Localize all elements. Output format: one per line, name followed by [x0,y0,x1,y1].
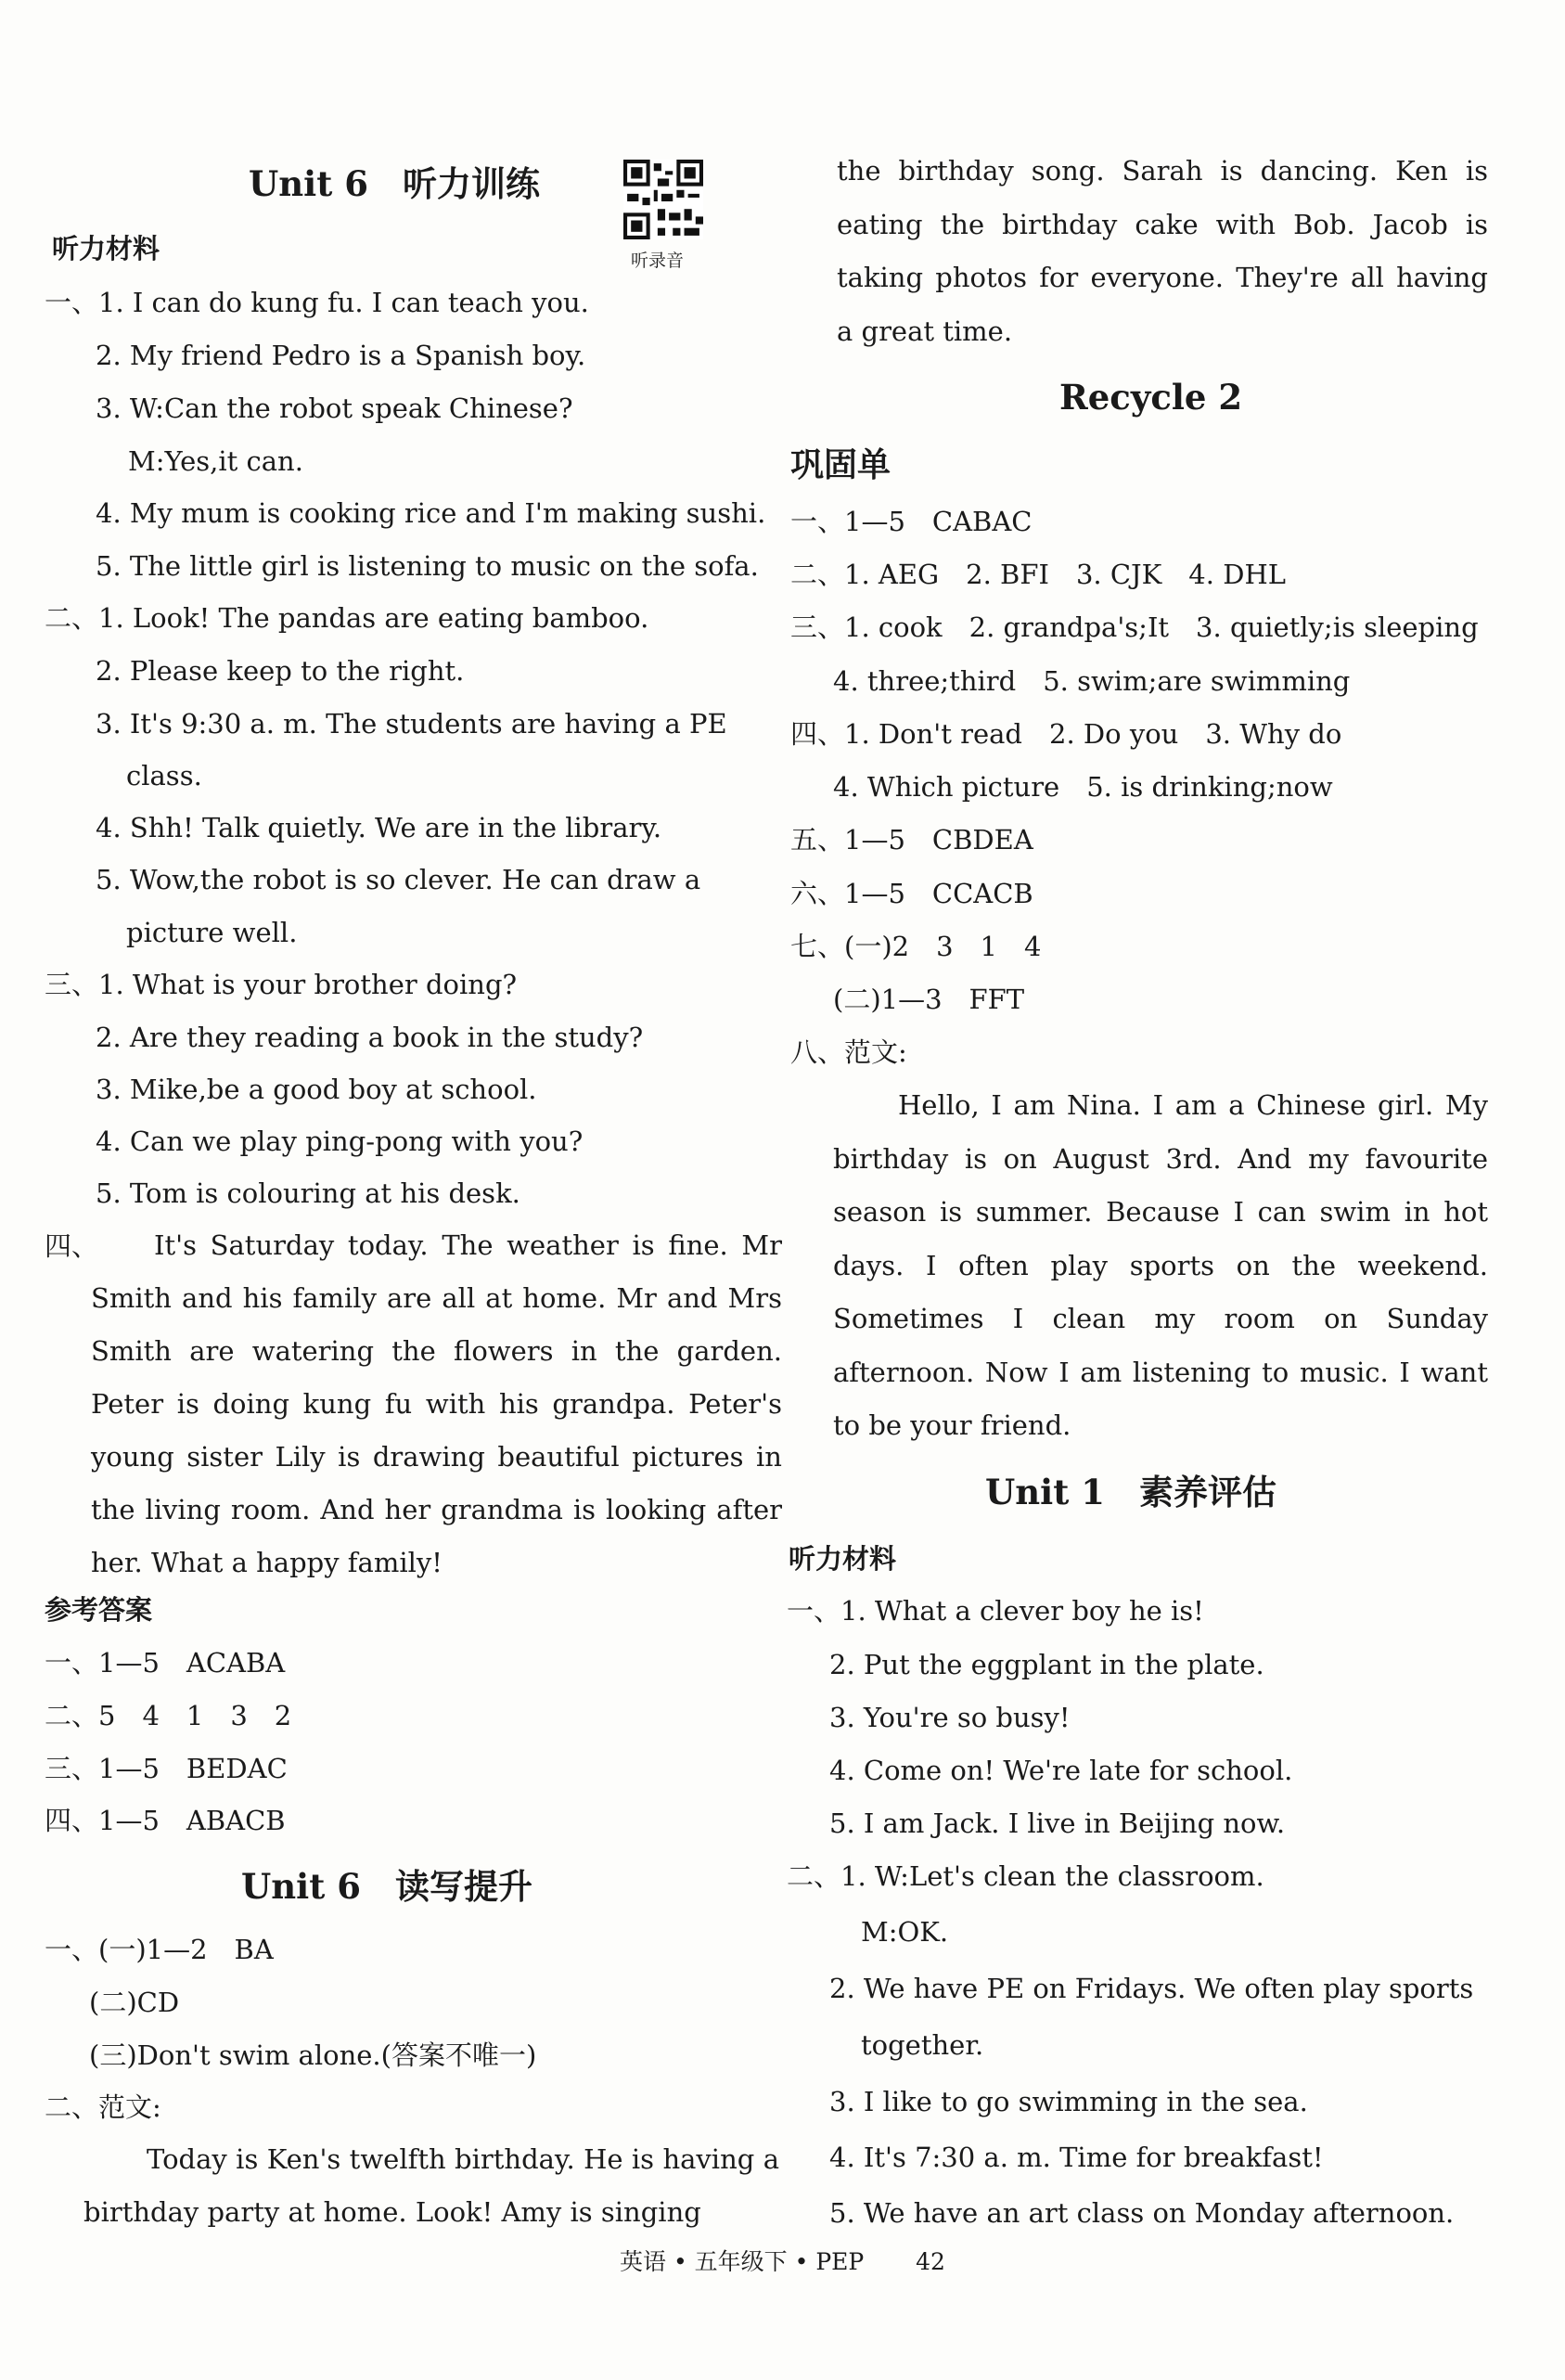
list-item: 4. Can we play ping-pong with you? [96,1126,584,1157]
answer-line: 4. three;third 5. swim;are swimming [833,665,1351,697]
list-item: 3. You're so busy! [829,1702,1071,1733]
answer-line: 八、范文: [790,1036,907,1068]
answers-label: 参考答案 [45,1594,153,1626]
list-item: 2. Please keep to the right. [96,655,465,687]
qr-code-icon[interactable] [623,160,703,239]
answer-line: 四、1. Don't read 2. Do you 3. Why do [790,718,1342,750]
list-item: 一、1. I can do kung fu. I can teach you. [45,287,589,318]
list-item: 5. The little girl is listening to music on the sofa. [96,550,759,582]
list-item: 3. Mike,be a good boy at school. [96,1074,537,1105]
consolidation-label: 巩固单 [790,446,892,484]
list-item: 4. My mum is cooking rice and I'm making sushi. [96,497,766,529]
part4-label: 四、 [45,1230,99,1262]
list-item: 5. We have an art class on Monday afternoon. [829,2197,1455,2229]
list-item: 一、1. What a clever boy he is! [787,1595,1204,1627]
answer-line: 六、1—5 CCACB [790,878,1033,909]
answer-line: 三、1. cook 2. grandpa's;It 3. quietly;is sleeping [790,611,1479,643]
answer-line: 五、1—5 CBDEA [790,824,1033,856]
list-item: together. [861,2029,984,2061]
model-essay: Hello, I am Nina. I am a Chinese girl. My birthday is on August 3rd. And my favourite season is summer. Because I can swim in hot days. I often play sports on the weekend. Sometimes I clean my room on Sunday afternoon. Now I am listening to music. I want to be your friend. [833,1089,1488,1441]
answer-line: (三)Don't swim alone.(答案不唯一) [89,2039,537,2071]
part4-passage: It's Saturday today. The weather is fine. Mr Smith and his family are all at home. Mr and Mrs Smith are watering the flowers in the garden. Peter is doing kung fu with his grandpa. Peter's young sister Lily is drawing beautiful pictures in the living room. And her grandma is looking after her. What a happy family! [91,1229,782,1578]
unit1-assessment-title: Unit 1 素养评估 [985,1472,1276,1512]
list-item: 4. Come on! We're late for school. [829,1755,1293,1786]
list-item: 2. My friend Pedro is a Spanish boy. [96,340,586,371]
list-item: 3. It's 9:30 a. m. The students are having a PE [96,708,727,740]
list-item: 2. Put the eggplant in the plate. [829,1649,1264,1680]
unit6-listening-title: Unit 6 听力训练 [249,163,540,204]
answer-line: 一、1—5 ACABA [45,1647,286,1679]
answer-line: (二)CD [89,1987,180,2018]
list-item: M:OK. [861,1916,949,1948]
listening-materials-label: 听力材料 [52,233,160,264]
answer-line: 一、(一)1—2 BA [45,1934,274,1965]
listening-materials-label: 听力材料 [789,1543,897,1575]
page-footer [0,2244,1565,2277]
answer-line: 三、1—5 BEDAC [45,1753,288,1784]
essay-start: Today is Ken's twelfth birthday. He is having a birthday party at home. Look! Amy is singing [83,2143,779,2228]
answer-line: 二、范文: [45,2091,161,2123]
list-item: 2. We have PE on Fridays. We often play sports [829,1973,1474,2004]
page-number: 42 [916,2248,945,2275]
list-item: picture well. [126,917,298,948]
answer-line: 二、5 4 1 3 2 [45,1700,292,1731]
list-item: 4. It's 7:30 a. m. Time for breakfast! [829,2142,1324,2173]
list-item: 4. Shh! Talk quietly. We are in the library. [96,812,662,843]
answer-line: (二)1—3 FFT [833,984,1025,1015]
list-item: 三、1. What is your brother doing? [45,969,518,1000]
qr-caption: 听录音 [631,251,685,271]
answer-line: 4. Which picture 5. is drinking;now [833,771,1333,803]
list-item: 5. Tom is colouring at his desk. [96,1177,520,1209]
list-item: 2. Are they reading a book in the study? [96,1022,644,1053]
essay-continued: the birthday song. Sarah is dancing. Ken is eating the birthday cake with Bob. Jacob is taking photos for everyone. They're all having a great time. [837,155,1488,347]
answer-line: 四、1—5 ABACB [45,1805,286,1836]
list-item: 5. Wow,the robot is so clever. He can draw a [96,864,701,895]
list-item: M:Yes,it can. [128,445,303,477]
recycle2-title: Recycle 2 [1059,377,1243,418]
list-item: class. [126,760,202,791]
list-item: 二、1. W:Let's clean the classroom. [787,1860,1264,1892]
list-item: 5. I am Jack. I live in Beijing now. [829,1808,1286,1839]
answer-line: 二、1. AEG 2. BFI 3. CJK 4. DHL [790,559,1286,590]
list-item: 3. I like to go swimming in the sea. [829,2086,1308,2117]
footer-subject: 英语 • 五年级下 • PEP [620,2248,865,2275]
answer-line: 七、(一)2 3 1 4 [790,931,1042,962]
list-item: 二、1. Look! The pandas are eating bamboo. [45,602,649,634]
list-item: 3. W:Can the robot speak Chinese? [96,392,573,424]
answer-line: 一、1—5 CABAC [790,506,1033,537]
unit6-reading-title: Unit 6 读写提升 [241,1866,532,1907]
